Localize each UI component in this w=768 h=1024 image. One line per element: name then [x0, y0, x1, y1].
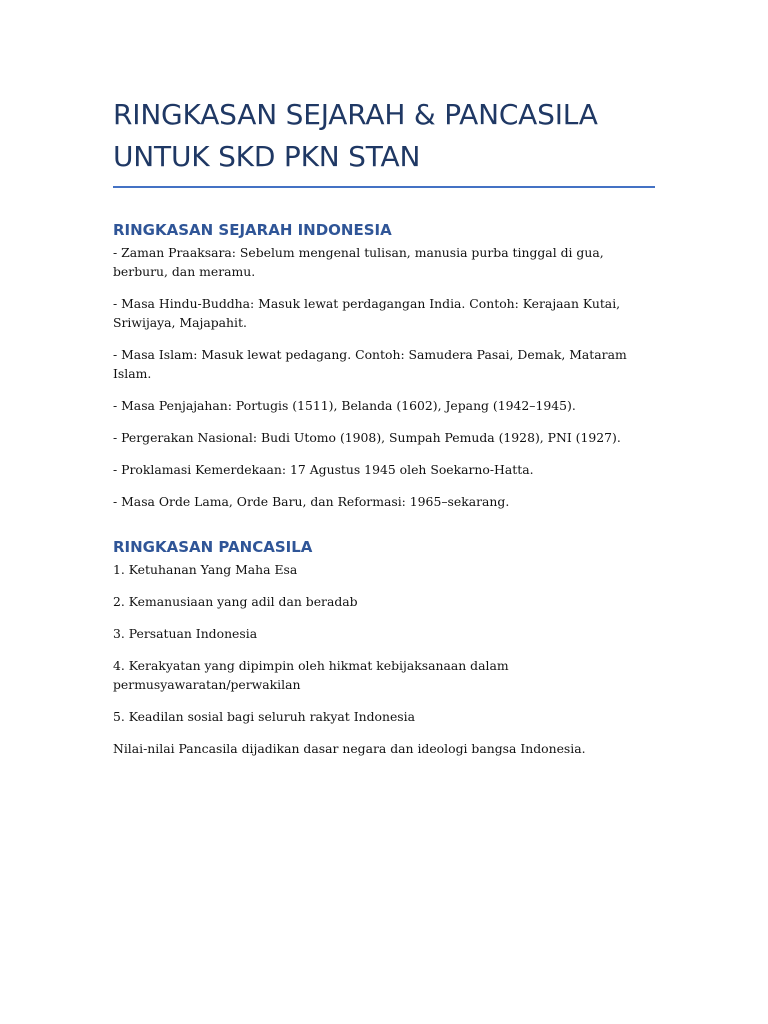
section-heading-sejarah: RINGKASAN SEJARAH INDONESIA — [113, 221, 392, 239]
title-underline — [113, 186, 655, 188]
paragraph: 4. Kerakyatan yang dipimpin oleh hikmat kebijaksanaan dalam permusyawaratan/perwakilan — [113, 658, 509, 692]
paragraph: - Masa Orde Lama, Orde Baru, dan Reformasi: 1965–sekarang. — [113, 494, 510, 509]
document-title-line-2: UNTUK SKD PKN STAN — [113, 140, 421, 173]
paragraph: Nilai-nilai Pancasila dijadikan dasar negara dan ideologi bangsa Indonesia. — [113, 741, 586, 756]
document-title — [113, 94, 656, 178]
section-heading-pancasila: RINGKASAN PANCASILA — [113, 538, 313, 556]
paragraph: - Masa Islam: Masuk lewat pedagang. Contoh: Samudera Pasai, Demak, Mataram Islam. — [113, 347, 627, 381]
paragraph: - Masa Penjajahan: Portugis (1511), Belanda (1602), Jepang (1942–1945). — [113, 398, 576, 413]
paragraph: 3. Persatuan Indonesia — [113, 626, 258, 641]
document-title-line-1: RINGKASAN SEJARAH & PANCASILA — [113, 98, 598, 131]
paragraph: 2. Kemanusiaan yang adil dan beradab — [113, 594, 358, 609]
paragraph: 1. Ketuhanan Yang Maha Esa — [113, 562, 298, 577]
paragraph: - Proklamasi Kemerdekaan: 17 Agustus 1945 oleh Soekarno-Hatta. — [113, 462, 534, 477]
paragraph: 5. Keadilan sosial bagi seluruh rakyat Indonesia — [113, 709, 416, 724]
paragraph: - Pergerakan Nasional: Budi Utomo (1908), Sumpah Pemuda (1928), PNI (1927). — [113, 430, 621, 445]
paragraph: - Zaman Praaksara: Sebelum mengenal tulisan, manusia purba tinggal di gua, berburu, dan meramu. — [113, 245, 604, 279]
paragraph: - Masa Hindu-Buddha: Masuk lewat perdagangan India. Contoh: Kerajaan Kutai, Sriwijaya, Majapahit. — [113, 296, 621, 330]
